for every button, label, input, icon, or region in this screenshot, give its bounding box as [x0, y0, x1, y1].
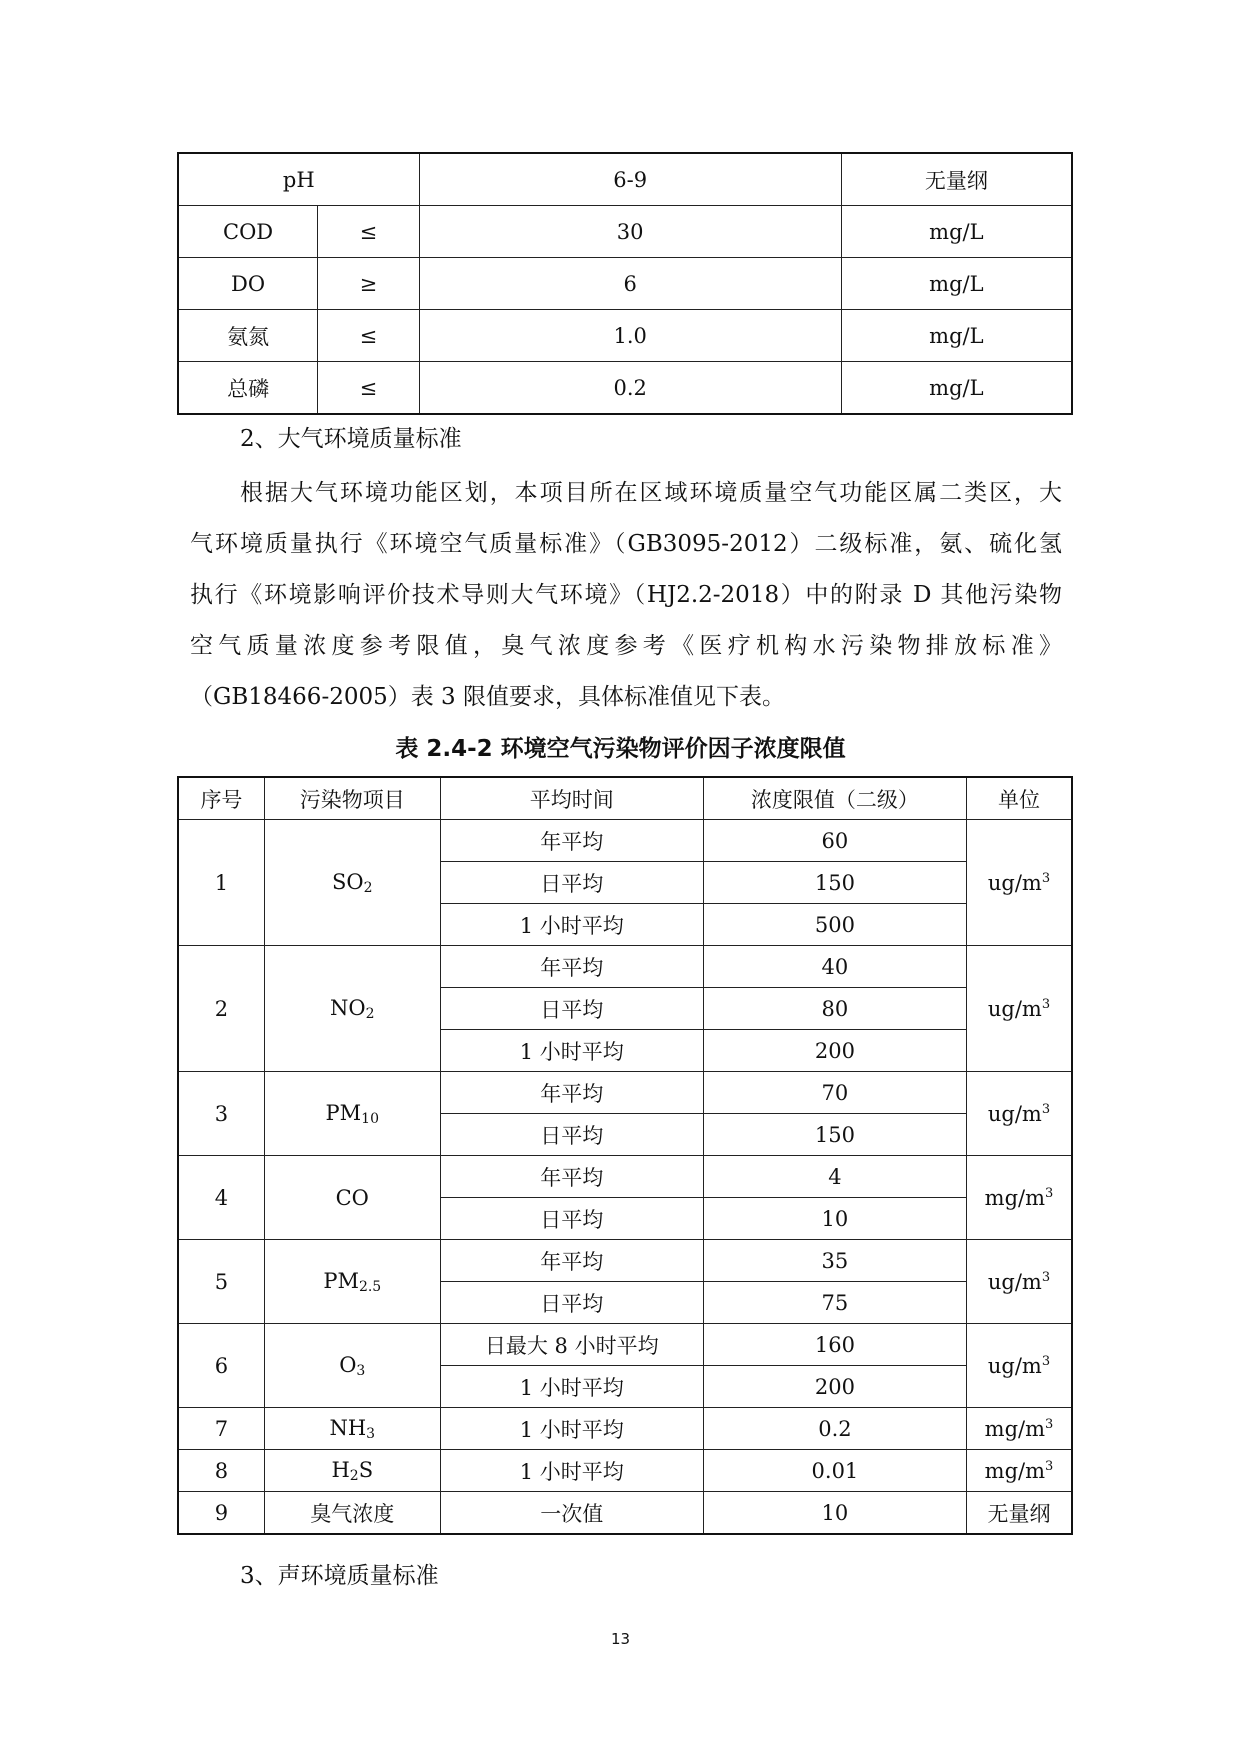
param-name: DO — [178, 258, 318, 310]
table-row — [178, 1450, 1072, 1492]
limit-value: 60 — [703, 820, 966, 862]
pollutant-subscript: 3 — [356, 1362, 366, 1379]
param-unit: mg/L — [841, 310, 1072, 362]
param-name: 总磷 — [178, 362, 318, 415]
param-unit: 无量纲 — [841, 153, 1072, 206]
unit-base: ug/m — [987, 1269, 1042, 1294]
pollutant-name — [264, 1240, 440, 1324]
param-operator: ≤ — [318, 362, 419, 415]
section-heading: 2、大气环境质量标准 — [240, 426, 462, 452]
averaging-time: 年平均 — [440, 1156, 703, 1198]
unit-base: ug/m — [987, 870, 1042, 895]
table-row — [178, 820, 1072, 862]
table-row — [178, 1072, 1072, 1114]
limit-value: 35 — [703, 1240, 966, 1282]
pollutant-base: SO — [332, 869, 364, 894]
pollutant-name — [264, 820, 440, 946]
table-caption: 表 2.4-2 环境空气污染物评价因子浓度限值 — [395, 736, 846, 762]
column-header: 单位 — [967, 777, 1073, 820]
param-operator: ≥ — [318, 258, 419, 310]
averaging-time: 1 小时平均 — [440, 1366, 703, 1408]
pollutant-base: NH — [329, 1415, 367, 1440]
row-number: 7 — [178, 1408, 264, 1450]
row-number: 1 — [178, 820, 264, 946]
paragraph-line: 气环境质量执行《环境空气质量标准》（GB3095-2012）二级标准，氨、硫化氢 — [190, 531, 1062, 557]
averaging-time: 1 小时平均 — [440, 1408, 703, 1450]
table-row — [178, 1156, 1072, 1198]
unit — [967, 820, 1073, 946]
pollutant-base: PM — [323, 1268, 359, 1293]
paragraph-line: 根据大气环境功能区划，本项目所在区域环境质量空气功能区属二类区，大 — [240, 480, 1062, 506]
paragraph-line: 空气质量浓度参考限值，臭气浓度参考《医疗机构水污染物排放标准》 — [190, 633, 1062, 659]
averaging-time: 日平均 — [440, 1198, 703, 1240]
limit-value: 10 — [703, 1198, 966, 1240]
averaging-time: 年平均 — [440, 1072, 703, 1114]
averaging-time: 年平均 — [440, 1240, 703, 1282]
row-number: 4 — [178, 1156, 264, 1240]
unit — [967, 1492, 1073, 1535]
pollutant-name — [264, 1072, 440, 1156]
unit — [967, 1072, 1073, 1156]
table-row — [178, 946, 1072, 988]
page-number: 13 — [610, 1630, 631, 1648]
paragraph-line: 执行《环境影响评价技术导则大气环境》（HJ2.2-2018）中的附录 D 其他污染物 — [190, 582, 1062, 608]
limit-value: 200 — [703, 1030, 966, 1072]
pollutant-subscript: 3 — [366, 1425, 376, 1442]
row-number: 9 — [178, 1492, 264, 1535]
param-value: 0.2 — [419, 362, 841, 415]
unit-superscript: 3 — [1045, 1185, 1054, 1201]
row-number: 6 — [178, 1324, 264, 1408]
unit-superscript: 3 — [1041, 1353, 1051, 1369]
param-value: 30 — [419, 206, 841, 258]
averaging-time: 年平均 — [440, 946, 703, 988]
param-name: 氨氮 — [178, 310, 318, 362]
averaging-time: 日最大 8 小时平均 — [440, 1324, 703, 1366]
param-operator: ≤ — [318, 206, 419, 258]
param-name: pH — [178, 153, 419, 206]
column-header: 平均时间 — [440, 777, 703, 820]
unit-base: mg/m — [984, 1416, 1046, 1441]
row-number: 5 — [178, 1240, 264, 1324]
row-number: 2 — [178, 946, 264, 1072]
param-unit: mg/L — [841, 362, 1072, 415]
unit-superscript: 3 — [1041, 996, 1051, 1012]
pollutant-subscript: 2 — [349, 1467, 359, 1484]
limit-value: 150 — [703, 1114, 966, 1156]
unit-base: ug/m — [987, 996, 1042, 1021]
water-quality-table — [177, 152, 1073, 415]
pollutant-subscript: 2 — [365, 1005, 375, 1022]
limit-value: 160 — [703, 1324, 966, 1366]
pollutant-base: O — [339, 1352, 357, 1377]
pollutant-base: PM — [325, 1100, 362, 1125]
unit-superscript: 3 — [1041, 1269, 1051, 1285]
pollutant-suffix: S — [358, 1457, 374, 1482]
unit-base: ug/m — [987, 1353, 1042, 1378]
air-table-body — [178, 820, 1072, 1535]
pollutant-base: H — [331, 1457, 350, 1482]
unit — [967, 1450, 1073, 1492]
param-unit: mg/L — [841, 258, 1072, 310]
param-value: 6-9 — [419, 153, 841, 206]
table-row — [178, 1492, 1072, 1535]
table-row — [178, 1324, 1072, 1366]
unit — [967, 946, 1073, 1072]
pollutant-name — [264, 1450, 440, 1492]
limit-value: 150 — [703, 862, 966, 904]
pollutant-name — [264, 946, 440, 1072]
limit-value: 200 — [703, 1366, 966, 1408]
param-name: COD — [178, 206, 318, 258]
pollutant-base: NO — [330, 995, 366, 1020]
unit-base: ug/m — [987, 1101, 1042, 1126]
column-header: 序号 — [178, 777, 264, 820]
averaging-time: 日平均 — [440, 1282, 703, 1324]
pollutant-base: 臭气浓度 — [310, 1501, 395, 1526]
unit — [967, 1240, 1073, 1324]
limit-value: 4 — [703, 1156, 966, 1198]
limit-value: 70 — [703, 1072, 966, 1114]
table-row — [178, 258, 1072, 310]
unit-superscript: 3 — [1041, 1101, 1051, 1117]
row-number: 3 — [178, 1072, 264, 1156]
pollutant-base: CO — [335, 1185, 369, 1210]
table-row — [178, 310, 1072, 362]
limit-value: 80 — [703, 988, 966, 1030]
unit — [967, 1156, 1073, 1240]
averaging-time: 年平均 — [440, 820, 703, 862]
param-value: 6 — [419, 258, 841, 310]
table-row — [178, 206, 1072, 258]
unit-base: mg/m — [984, 1185, 1046, 1210]
pollutant-subscript: 2 — [363, 879, 373, 896]
column-header: 污染物项目 — [264, 777, 440, 820]
pollutant-name — [264, 1492, 440, 1535]
averaging-time: 1 小时平均 — [440, 904, 703, 946]
unit-base: mg/m — [984, 1458, 1046, 1483]
unit — [967, 1408, 1073, 1450]
param-unit: mg/L — [841, 206, 1072, 258]
limit-value: 75 — [703, 1282, 966, 1324]
param-operator: ≤ — [318, 310, 419, 362]
averaging-time: 一次值 — [440, 1492, 703, 1535]
param-value: 1.0 — [419, 310, 841, 362]
unit-superscript: 3 — [1045, 1416, 1054, 1432]
row-number: 8 — [178, 1450, 264, 1492]
pollutant-name — [264, 1324, 440, 1408]
averaging-time: 1 小时平均 — [440, 1030, 703, 1072]
table-row — [178, 1408, 1072, 1450]
limit-value: 0.01 — [703, 1450, 966, 1492]
limit-value: 500 — [703, 904, 966, 946]
pollutant-subscript: 2.5 — [358, 1278, 382, 1295]
limit-value: 40 — [703, 946, 966, 988]
paragraph-line: （GB18466-2005）表 3 限值要求，具体标准值见下表。 — [190, 684, 786, 710]
pollutant-subscript: 10 — [361, 1110, 379, 1127]
pollutant-name — [264, 1408, 440, 1450]
limit-value: 0.2 — [703, 1408, 966, 1450]
averaging-time: 1 小时平均 — [440, 1450, 703, 1492]
pollutant-name — [264, 1156, 440, 1240]
table-row — [178, 153, 1072, 206]
averaging-time: 日平均 — [440, 1114, 703, 1156]
unit-superscript: 3 — [1045, 1458, 1054, 1474]
unit-superscript: 3 — [1041, 870, 1051, 886]
unit-base: 无量纲 — [987, 1501, 1051, 1526]
air-quality-table — [177, 776, 1073, 1535]
section-heading: 3、声环境质量标准 — [240, 1563, 439, 1589]
table-header-row — [178, 777, 1072, 820]
column-header: 浓度限值（二级） — [703, 777, 966, 820]
limit-value: 10 — [703, 1492, 966, 1535]
table-row — [178, 362, 1072, 415]
averaging-time: 日平均 — [440, 862, 703, 904]
unit — [967, 1324, 1073, 1408]
table-row — [178, 1240, 1072, 1282]
averaging-time: 日平均 — [440, 988, 703, 1030]
